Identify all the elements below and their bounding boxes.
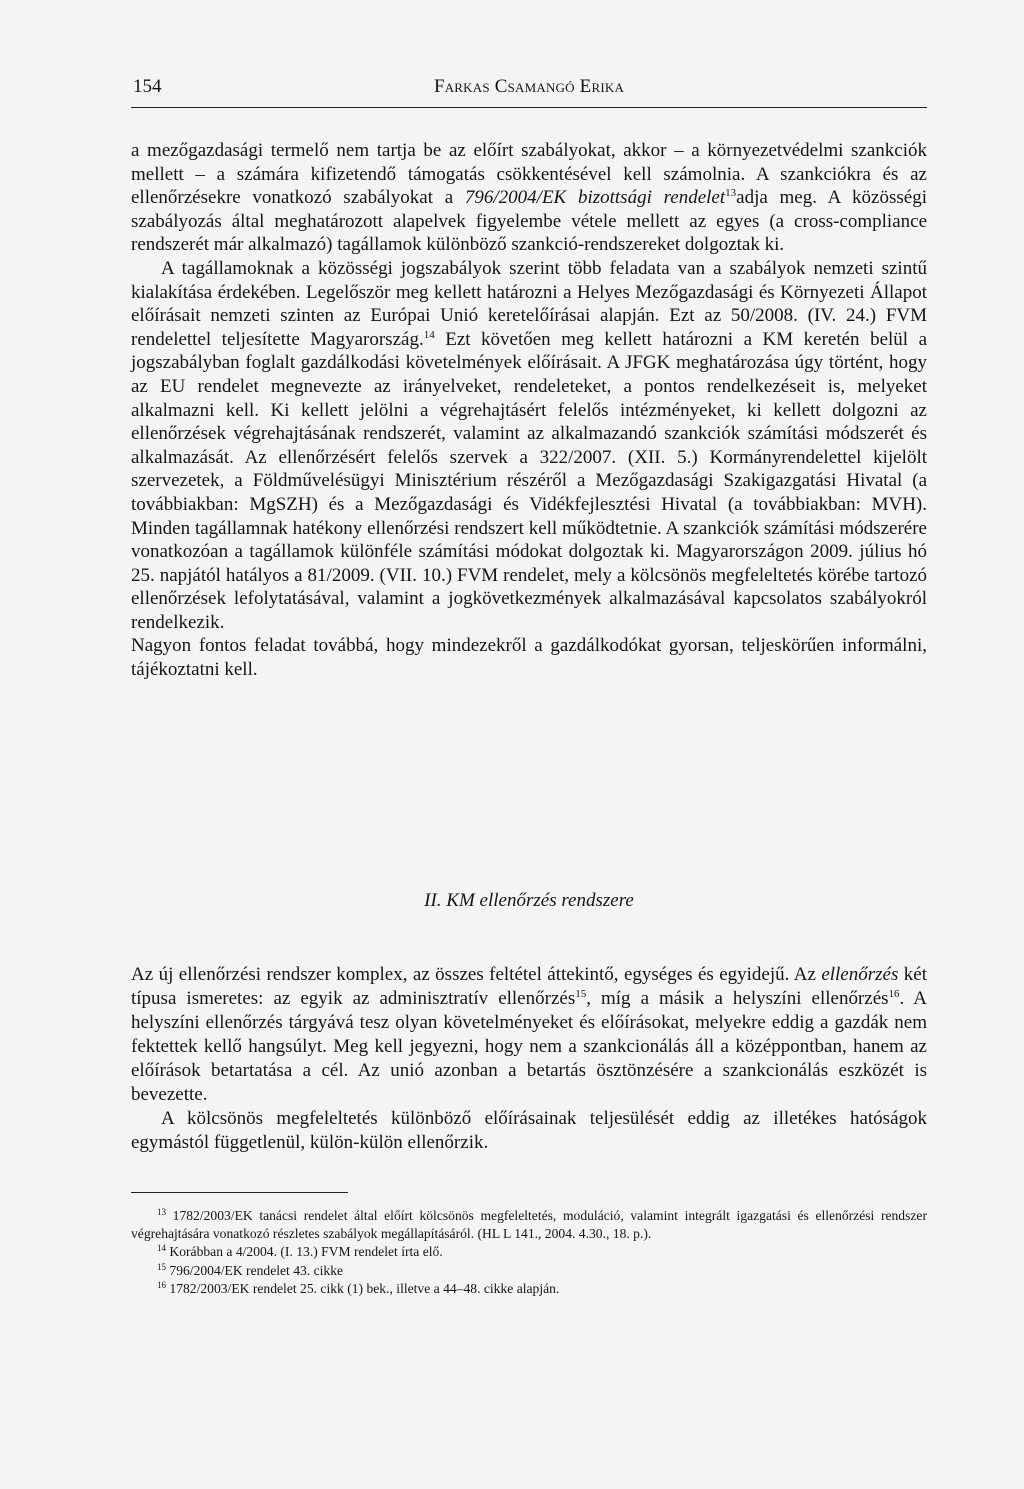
footnote-number: 16 <box>157 1279 166 1290</box>
footnote-text: 1782/2003/EK tanácsi rendelet által előírt kölcsönös megfeleltetés, moduláció, valamint integrált igazgatási és ellenőrzési rendszer végrehajtására vonatkozó részletes szabályok megállapításáról. (HL L 141., 2004. 4.30., 18. p.). <box>131 1208 927 1242</box>
footnote-number: 14 <box>157 1243 166 1254</box>
text-run: . A helyszíni ellenőrzés tárgyává tesz olyan követelményeket és előírásokat, melyekre eddig a gazdák nem fektettek kellő hangsúlyt. Meg kell jegyezni, hogy nem a szankcionálás áll a középpontban, hanem az előírások betartatása a cél. Az unió azonban a betartás ösztönzésére a szankcionálás eszközét is bevezette. <box>131 988 927 1105</box>
main-text <box>131 139 927 682</box>
text-run: Az új ellenőrzési rendszer komplex, az összes feltétel áttekintő, egységes és egyidejű. Az <box>131 964 822 985</box>
footnote-14 <box>131 1243 927 1261</box>
footnote-ref-14: 14 <box>423 328 435 341</box>
text-run: két típusa ismeretes: az egyik az adminisztratív ellenőrzés <box>131 964 927 1009</box>
section-paragraph-1 <box>131 963 927 1107</box>
footnote-ref-15: 15 <box>575 988 587 1000</box>
text-run: Ezt követően meg kellett határozni a KM keretén belül a jogszabályban foglalt gazdálkodási követelmények előírásait. A JFGK meghatározása úgy történt, hogy az EU rendelet megnevezte az irányelveket, rendeleteket, a pontos rendelkezéseit is, melyeket alkalmazni kell. Ki kellett jelölni a végrehajtásért felelős intézményeket, ki kellett dolgozni az ellenőrzések végrehajtásának rendszerét, valamint az alkalmazandó szankciók számítási módszerét és alkalmazását. Az ellenőrzésért felelős szervek a 322/2007. (XII. 5.) Kormányrendelettel kijelölt szervezetek, a Földművelésügyi Minisztérium részéről a Mezőgazdasági Szakigazgatási Hivatal (a továbbiakban: MgSZH) és a Mezőgazdasági és Vidékfejlesztési Hivatal (a továbbiakban: MVH). Minden tagállamnak hatékony ellenőrzési rendszert kell működtetnie. A szankciók számítási módszerére vonatkozóan a tagállamok különféle számítási módokat dolgoztak ki. Magyarországon 2009. július hó 25. napjától hatályos a 81/2009. (VII. 10.) FVM rendelet, mely a kölcsönös megfeleltetés körébe tartozó ellenőrzések lefolytatásával, valamint a jogkövetkezmények alkalmazásával kapcsolatos szabályokról rendelkezik. <box>131 328 927 633</box>
footnote-text: 1782/2003/EK rendelet 25. cikk (1) bek., illetve a 44–48. cikke alapján. <box>169 1280 560 1296</box>
paragraph-3: Nagyon fontos feladat továbbá, hogy mindezekről a gazdálkodókat gyorsan, teljeskörűen informálni, tájékoztatni kell. <box>131 635 927 681</box>
text-run: A tagállamoknak a közösségi jogszabályok szerint több feladata van a szabályok nemzeti szintű kialakítása érdekében. Legelőször meg kellett határozni a Helyes Mezőgazdasági és Környezeti Állapot előírásait nemzeti szinten az Európai Unió keretelőírásai alapján. Ezt az 50/2008. (IV. 24.) FVM rendelettel teljesítette Magyarország. <box>131 257 927 350</box>
footnote-rule <box>131 1192 348 1193</box>
footnotes <box>131 1207 927 1298</box>
italic-citation: 796/2004/EK bizottsági rendelet <box>464 187 726 209</box>
footnote-ref-16: 16 <box>888 988 900 1000</box>
footnote-ref-13: 13 <box>725 187 737 200</box>
footnote-16 <box>131 1280 927 1298</box>
footnote-text: 796/2004/EK rendelet 43. cikke <box>169 1262 344 1278</box>
paragraph-2 <box>131 257 927 635</box>
paragraph-1 <box>131 139 927 257</box>
section-title: II. KM ellenőrzés rendszere <box>424 890 634 911</box>
text-run: , míg a másik a helyszíni ellenőrzés <box>586 988 889 1009</box>
running-head: Farkas Csamangó Erika <box>433 76 625 97</box>
footnote-13 <box>131 1207 927 1243</box>
text-run: a mezőgazdasági termelő nem tartja be az előírt szabályokat, akkor – a környezetvédelmi szankciók mellett – a számára kifizetendő támogatás csökkentésével kell számolnia. A szankciókra és az ellenőrzésekre vonatkozó szabályokat a <box>131 140 927 209</box>
section-text <box>131 963 927 1155</box>
italic-term: ellenőrzés <box>821 964 899 985</box>
text-run: adja meg. A közösségi szabályozás által meghatározott alapelvek figyelembe vétele mellett az egyes (a cross-compliance rendszerét már alkalmazó) tagállamok különböző szankció-rendszereket dolgoztak ki. <box>131 187 927 256</box>
footnote-number: 15 <box>157 1261 166 1272</box>
footnote-number: 13 <box>157 1207 166 1217</box>
footnote-text: Korábban a 4/2004. (I. 13.) FVM rendelet írta elő. <box>169 1244 443 1260</box>
footnote-15 <box>131 1262 927 1280</box>
page-header <box>131 76 927 104</box>
section-paragraph-2: A kölcsönös megfeleltetés különböző előírásainak teljesülését eddig az illetékes hatóságok egymástól függetlenül, külön-külön ellenőrzik. <box>131 1108 927 1153</box>
header-rule <box>131 107 927 108</box>
page-number: 154 <box>133 76 162 97</box>
